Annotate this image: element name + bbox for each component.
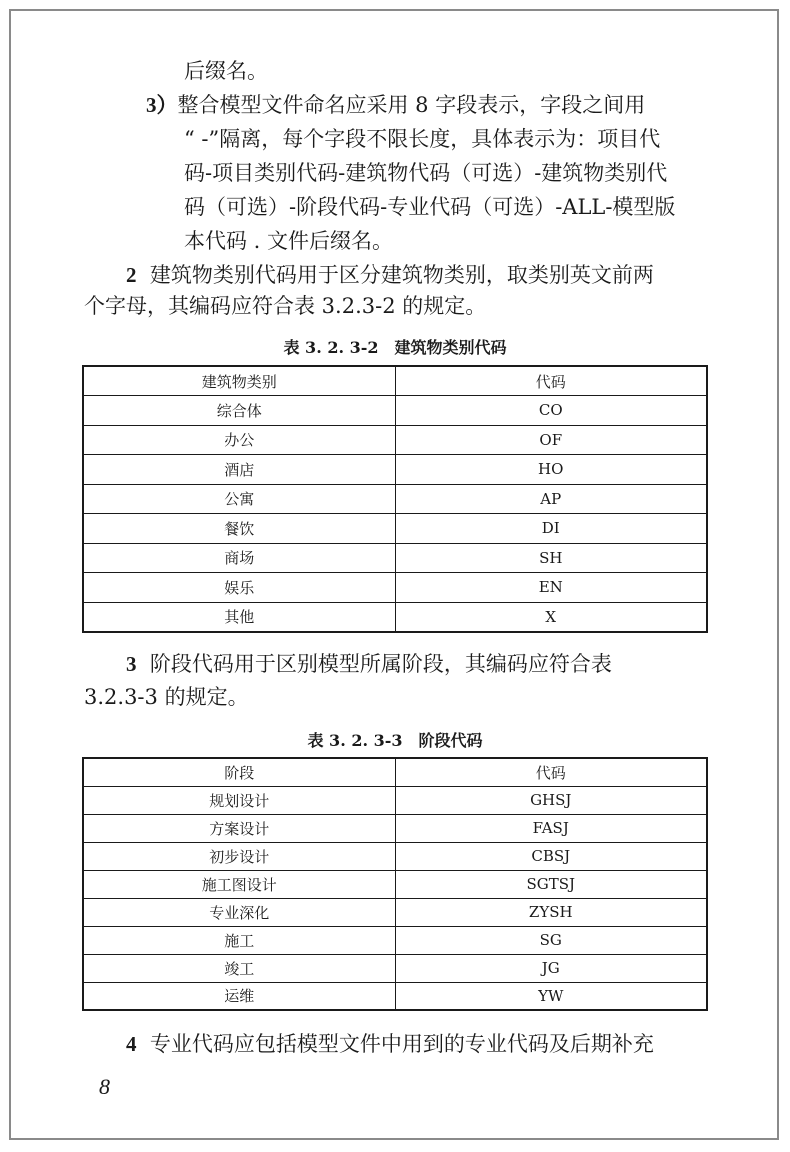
table-cell: 运维 — [83, 982, 395, 1010]
text-line: 个字母，其编码应符合表 3.2.3-2 的规定。 — [84, 294, 487, 318]
table-cell: 公寓 — [83, 484, 395, 514]
paragraph-3 — [126, 647, 612, 681]
table-cell: 商场 — [83, 543, 395, 573]
table-cell: JG — [395, 954, 707, 982]
text-line: 3.2.3-3 的规定。 — [84, 685, 249, 709]
paragraph-number: 3 — [126, 652, 137, 676]
list-item-3 — [146, 88, 645, 122]
text-line: 码-项目类别代码-建筑物代码（可选）-建筑物类别代 — [184, 161, 668, 185]
text-line: 建筑物类别代码用于区分建筑物类别，取类别英文前两 — [149, 263, 654, 287]
text-line: 阶段代码用于区别模型所属阶段，其编码应符合表 — [149, 652, 612, 676]
table-cell: AP — [395, 484, 707, 514]
table-cell: HO — [395, 455, 707, 485]
table-cell: 娱乐 — [83, 573, 395, 603]
table-cell: CO — [395, 396, 707, 426]
paragraph-number: 2 — [126, 263, 137, 287]
paragraph-number: 4 — [126, 1032, 137, 1056]
table-cell: 酒店 — [83, 455, 395, 485]
paragraph-2 — [126, 258, 654, 292]
table-cell: YW — [395, 982, 707, 1010]
table-cell: GHSJ — [395, 786, 707, 814]
table-header-cell: 代码 — [395, 758, 707, 786]
table-row — [83, 982, 707, 1010]
table-cell: SGTSJ — [395, 870, 707, 898]
table-cell: 施工 — [83, 926, 395, 954]
table-header-cell: 代码 — [395, 366, 707, 396]
table-row — [83, 514, 707, 544]
table-row — [83, 898, 707, 926]
table-header-cell: 建筑物类别 — [83, 366, 395, 396]
table-cell: 办公 — [83, 425, 395, 455]
list-item-label: 3） — [146, 93, 178, 117]
table-row — [83, 786, 707, 814]
table-cell: CBSJ — [395, 842, 707, 870]
text-line: 专业代码应包括模型文件中用到的专业代码及后期补充 — [149, 1032, 654, 1056]
table-cell: 初步设计 — [83, 842, 395, 870]
table-cell: 综合体 — [83, 396, 395, 426]
table-cell: SG — [395, 926, 707, 954]
table-cell: 规划设计 — [83, 786, 395, 814]
text-line: 本代码 . 文件后缀名。 — [184, 229, 394, 253]
page-number: 8 — [99, 1074, 110, 1099]
phase-code-table — [82, 757, 708, 1011]
table-cell: 专业深化 — [83, 898, 395, 926]
table-row — [83, 814, 707, 842]
table-cell: 方案设计 — [83, 814, 395, 842]
table-caption: 表 3. 2. 3-3 阶段代码 — [307, 731, 483, 750]
table-row — [83, 543, 707, 573]
table-header-cell: 阶段 — [83, 758, 395, 786]
table-cell: SH — [395, 543, 707, 573]
table-cell: 餐饮 — [83, 514, 395, 544]
table-cell: FASJ — [395, 814, 707, 842]
table-cell: DI — [395, 514, 707, 544]
table-cell: EN — [395, 573, 707, 603]
table-row — [83, 842, 707, 870]
table-row — [83, 425, 707, 455]
table-cell: OF — [395, 425, 707, 455]
table-row — [83, 396, 707, 426]
table-cell: 竣工 — [83, 954, 395, 982]
table-row — [83, 870, 707, 898]
table-cell: 其他 — [83, 602, 395, 632]
table-header-row — [83, 758, 707, 786]
paragraph-4 — [126, 1027, 654, 1061]
text-line: 后缀名。 — [184, 59, 268, 83]
table-row — [83, 926, 707, 954]
table-row — [83, 602, 707, 632]
table-cell: ZYSH — [395, 898, 707, 926]
table-cell: X — [395, 602, 707, 632]
text-line: 整合模型文件命名应采用 8 字段表示，字段之间用 — [177, 93, 646, 117]
text-line: “ -”隔离，每个字段不限长度，具体表示为：项目代 — [184, 127, 661, 151]
table-caption: 表 3. 2. 3-2 建筑物类别代码 — [283, 338, 507, 357]
table-row — [83, 954, 707, 982]
table-row — [83, 455, 707, 485]
building-category-table — [82, 365, 708, 633]
table-row — [83, 484, 707, 514]
table-cell: 施工图设计 — [83, 870, 395, 898]
table-header-row — [83, 366, 707, 396]
text-line: 码（可选）-阶段代码-专业代码（可选）-ALL-模型版 — [184, 195, 676, 219]
table-row — [83, 573, 707, 603]
